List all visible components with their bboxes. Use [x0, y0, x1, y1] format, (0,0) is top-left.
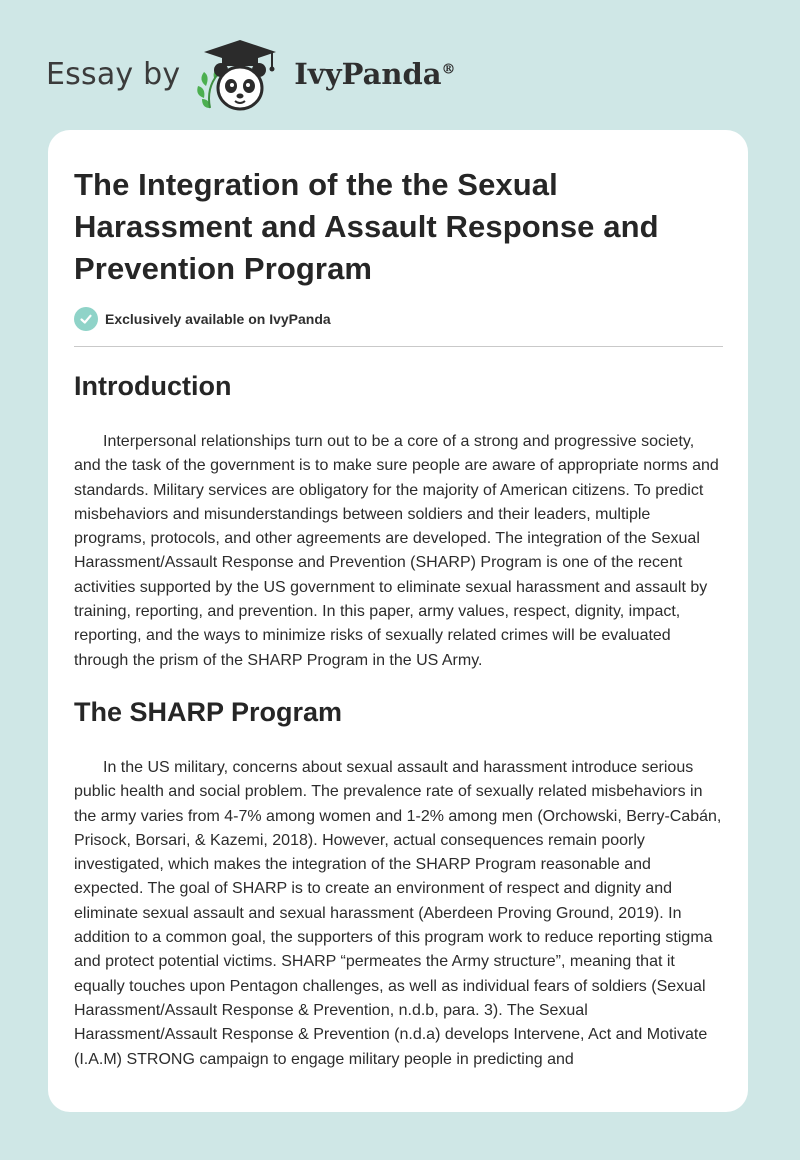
divider — [74, 346, 723, 347]
brand-name-text: IvyPanda — [294, 57, 442, 91]
section-heading-introduction: Introduction — [74, 371, 232, 401]
essay-card — [48, 130, 748, 1112]
brand-name — [294, 57, 455, 91]
exclusive-label: Exclusively available on IvyPanda — [105, 311, 331, 327]
exclusive-badge — [74, 304, 722, 334]
paragraph-introduction: Interpersonal relationships turn out to be a core of a strong and progressive society, and the task of the government is to make sure people are aware of appropriate norms and standards. Military services are obligatory for the majority of American citizens. To predict misbehaviors and misunderstandings between soldiers and their leaders, multiple programs, protocols, and other agreements are developed. The integration of the Sexual Harassment/Assault Response and Prevention (SHARP) Program is one of the recent activities supported by the US government to eliminate sexual harassment and assault by training, reporting, and prevention. In this paper, army values, respect, dignity, impact, reporting, and the ways to minimize risks of sexually related crimes will be evaluated through the prism of the SHARP Program in the US Army. — [74, 433, 719, 669]
brand-header[interactable] — [46, 34, 456, 114]
panda-graduate-icon — [192, 34, 288, 114]
registered-mark: ® — [441, 61, 456, 78]
page-title: The Integration of the the Sexual Harassment and Assault Response and Prevention Program — [74, 167, 659, 286]
paragraph-sharp-program: In the US military, concerns about sexual assault and harassment introduce serious public health and social problem. The prevalence rate of sexually related misbehaviors in the army varies from 4-7% among women and 1-2% among men (Orchowski, Berry-Cabán, Prisock, Borsari, & Kazemi, 2018). However, actual consequences remain poorly investigated, which makes the integration of the SHARP Program reasonable and expected. The goal of SHARP is to create an environment of respect and dignity and eliminate sexual assault and sexual harassment (Aberdeen Proving Ground, 2019). In addition to a common goal, the supporters of this program work to reduce reporting stigma and protect potential victims. SHARP “permeates the Army structure”, meaning that it equally touches upon Pentagon challenges, as well as individual fears of soldiers (Sexual Harassment/Assault Response & Prevention, n.d.b, para. 3). The Sexual Harassment/Assault Response & Prevention (n.d.a) develops Intervene, Act and Motivate (I.A.M) STRONG campaign to engage military people in predicting and — [74, 758, 722, 1068]
section-heading-sharp-program: The SHARP Program — [74, 696, 343, 727]
brand-prefix: Essay by — [46, 56, 181, 92]
check-icon — [74, 307, 98, 331]
